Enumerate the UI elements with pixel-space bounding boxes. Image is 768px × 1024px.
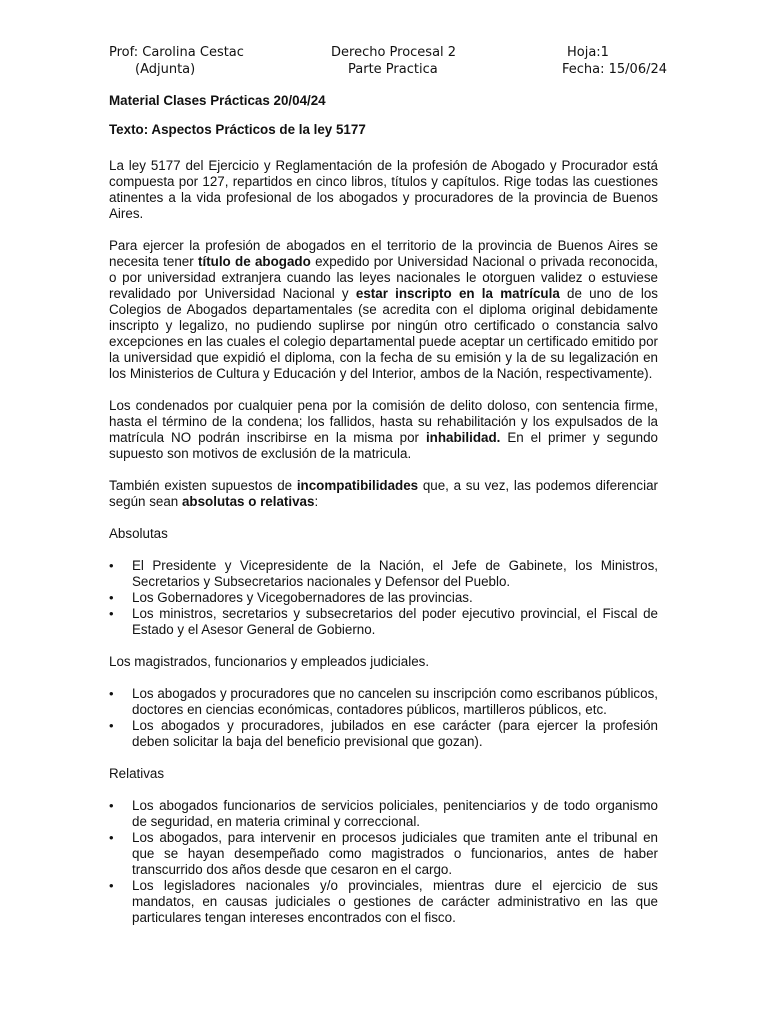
- list-item: [109, 798, 658, 830]
- bullet-icon: •: [109, 798, 114, 813]
- list-item-text: Los abogados funcionarios de servicios policiales, penitenciarios y de todo organismo de seguridad, en materia criminal y correccional.: [132, 798, 658, 829]
- list-item: [109, 590, 658, 606]
- bullet-icon: •: [109, 830, 114, 845]
- header-date: Fecha: 15/06/24: [562, 62, 668, 77]
- paragraph-inhabilidad: [109, 398, 658, 462]
- document-body: [109, 93, 658, 942]
- paragraph-incompatibilidades: [109, 478, 658, 510]
- text-run: de uno de los Colegios de Abogados departamentales (se acredita con el diploma original debidamente inscripto y legalizo, no pudiendo suplirse por ningún otro certificado o constancia salvo excepciones en las cuales el colegio departamental puede aceptar un certificado emitido por la universidad que expidió el diploma, con la fecha de su emisión y la de su legalización en los Ministerios de Cultura y Educación y del Interior, ambos de la Nación, respectivamente).: [109, 286, 658, 381]
- bullet-icon: •: [109, 606, 114, 621]
- list-item-text: Los Gobernadores y Vicegobernadores de las provincias.: [132, 590, 473, 605]
- list-item: [109, 558, 658, 590]
- emphasis-absolutas-relativas: absolutas o relativas: [181, 494, 315, 509]
- header-sheet: Hoja:1: [567, 45, 609, 60]
- list-absolutas-continued: [109, 686, 658, 750]
- bullet-icon: •: [109, 590, 114, 605]
- bullet-icon: •: [109, 878, 114, 893]
- list-item: [109, 718, 658, 750]
- list-absolutas: [109, 558, 658, 638]
- header-part: Parte Practica: [348, 62, 438, 77]
- list-item-text: Los legisladores nacionales y/o provinciales, mientras dure el ejercicio de sus mandatos, en causas judiciales o gestiones de carácter administrativo en las que particulares tengan intereses encontrados con el fisco.: [132, 878, 658, 925]
- text-run: que, a su vez, las podemos diferenciar según sean: [109, 478, 659, 509]
- list-item: [109, 830, 658, 878]
- list-item-text: Los abogados, para intervenir en procesos judiciales que tramiten ante el tribunal en que se hayan desempeñado como magistrados o funcionarios, antes de haber transcurrido dos años desde que cesaron en el cargo.: [132, 830, 658, 877]
- header-course: Derecho Procesal 2: [331, 45, 457, 60]
- text-run: Para ejercer la profesión de abogados en el territorio de la provincia de Buenos Aires se necesita tener: [109, 238, 658, 269]
- paragraph-requirements: [109, 238, 658, 382]
- doc-title: Material Clases Prácticas 20/04/24: [109, 93, 326, 108]
- paragraph-intro: La ley 5177 del Ejercicio y Reglamentación de la profesión de Abogado y Procurador está compuesta por 127, repartidos en cinco libros, títulos y capítulos. Rige todas las cuestiones atinentes a la vida profesional de los abogados y procuradores de la provincia de Buenos Aires.: [109, 158, 658, 221]
- text-run: En el primer y segundo supuesto son motivos de exclusión de la matricula.: [109, 430, 659, 461]
- paragraph-magistrados: Los magistrados, funcionarios y empleados judiciales.: [109, 654, 430, 669]
- emphasis-incompatibilidades: incompatibilidades: [296, 478, 419, 493]
- emphasis-inhabilidad: inhabilidad.: [425, 430, 501, 445]
- list-item: [109, 606, 658, 638]
- doc-subtitle: Texto: Aspectos Prácticos de la ley 5177: [109, 122, 366, 137]
- text-run: También existen supuestos de: [109, 478, 297, 493]
- bullet-icon: •: [109, 686, 114, 701]
- list-item: [109, 878, 658, 926]
- list-relativas: [109, 798, 658, 926]
- list-item-text: Los abogados y procuradores, jubilados en ese carácter (para ejercer la profesión deben solicitar la baja del beneficio previsional que gozan).: [132, 718, 658, 749]
- list-item: [109, 686, 658, 718]
- list-item-text: Los ministros, secretarios y subsecretarios del poder ejecutivo provincial, el Fiscal de Estado y el Asesor General de Gobierno.: [132, 606, 658, 637]
- emphasis-titulo: título de abogado: [198, 254, 311, 269]
- list-item-text: Los abogados y procuradores que no cancelen su inscripción como escribanos públicos, doctores en ciencias económicas, contadores públicos, martilleros públicos, etc.: [132, 686, 658, 717]
- bullet-icon: •: [109, 718, 114, 733]
- emphasis-matricula: estar inscripto en la matrícula: [355, 286, 560, 301]
- header-professor: Prof: Carolina Cestac: [109, 45, 244, 60]
- header-role: (Adjunta): [135, 62, 196, 77]
- text-run: :: [314, 494, 319, 509]
- text-run: Los condenados por cualquier pena por la comisión de delito doloso, con sentencia firme, hasta el término de la condena; los fallidos, hasta su rehabilitación y los expulsados de la matrícula NO podrán inscribirse en la misma por: [109, 398, 658, 445]
- text-run: expedido por Universidad Nacional o privada reconocida, o por universidad extranjera cuando las leyes nacionales le otorguen validez o estuviese revalidado por Universidad Nacional y: [109, 254, 659, 301]
- bullet-icon: •: [109, 558, 114, 573]
- list-item-text: El Presidente y Vicepresidente de la Nación, el Jefe de Gabinete, los Ministros, Secretarios y Subsecretarios nacionales y Defensor del Pueblo.: [132, 558, 658, 589]
- section-label-absolutas: Absolutas: [109, 526, 168, 541]
- section-label-relativas: Relativas: [109, 766, 165, 781]
